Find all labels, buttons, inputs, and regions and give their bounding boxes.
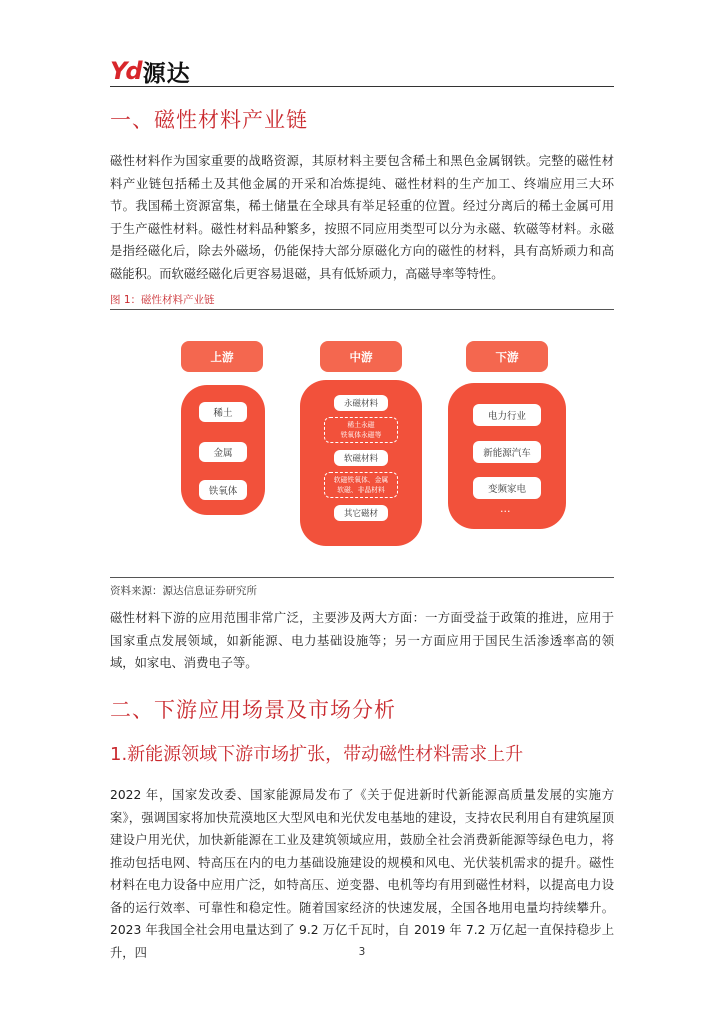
section-1-paragraph: 磁性材料作为国家重要的战略资源，其原材料主要包含稀土和黑色金属钢铁。完整的磁性材料产业链包括稀土及其他金属的开采和冶炼提纯、磁性材料的生产加工、终端应用三大环节。我国稀土资源富集，稀土储量在全球具有举足轻重的位置。经过分离后的稀土金属可用于生产磁性材料。磁性材料品种繁多，按照不同应用类型可以分为永磁、软磁等材料。永磁是指经磁化后，除去外磁场，仍能保持大部分原磁化方向的磁性的材料，具有高矫顽力和高磁能积。而软磁经磁化后更容易退磁，具有低矫顽力，高磁导率等特性。 — [110, 154, 614, 281]
section-2-title: 二、下游应用场景及市场分析 — [110, 698, 396, 722]
figure-source: 资料来源：源达信息证券研究所 — [110, 585, 257, 597]
company-logo — [110, 56, 191, 86]
downstream-summary-paragraph: 磁性材料下游的应用范围非常广泛，主要涉及两大方面：一方面受益于政策的推进，应用于国家重点发展领域，如新能源、电力基础设施等；另一方面应用于国民生活渗透率高的领域，如家电、消费电子等。 — [110, 611, 614, 670]
section-1-title: 一、磁性材料产业链 — [110, 108, 308, 132]
downstream-more: ... — [500, 502, 511, 515]
midstream-permanent-magnet: 永磁材料 — [334, 395, 388, 411]
logo-text: 源达 — [142, 60, 191, 87]
midstream-header: 中游 — [320, 341, 402, 372]
permanent-sub-line-1: 稀土永磁 — [347, 421, 375, 429]
soft-sub-line-1: 软磁铁氧体、金属 — [333, 476, 389, 484]
page-number: 3 — [358, 946, 366, 958]
downstream-item-appliance: 变频家电 — [473, 477, 541, 499]
midstream-soft-magnet: 软磁材料 — [334, 450, 388, 466]
downstream-item-nev: 新能源汽车 — [473, 441, 541, 463]
upstream-item-rare-earth: 稀土 — [199, 402, 247, 422]
soft-sub-line-2: 软磁、非晶材料 — [337, 486, 385, 494]
midstream-permanent-sub — [324, 417, 398, 443]
section-2-paragraph: 2022 年，国家发改委、国家能源局发布了《关于促进新时代新能源高质量发展的实施方案》，强调国家将加快荒漠地区大型风电和光伏发电基地的建设，支持农民利用自有建筑屋顶建设户用光伏，加快新能源在工业及建筑领域应用，鼓励全社会消费新能源等绿色电力，将推动包括电网、特高压在内的电力基础设施建设的规模和风电、光伏装机需求的提升。磁性材料在电力设备中应用广泛，如特高压、逆变器、电机等均有用到磁性材料，以提高电力设备的运行效率、可靠性和稳定性。随着国家经济的快速发展，全国各地用电量均持续攀升。2023 年我国全社会用电量达到了 9.2 万亿千瓦时，自 2019 年 7.2 万亿起一直保持稳步上升，四 — [110, 788, 614, 960]
section-2-subtitle: 1.新能源领域下游市场扩张，带动磁性材料需求上升 — [110, 744, 524, 765]
permanent-sub-line-2: 铁氧体永磁等 — [340, 431, 382, 439]
upstream-item-ferrite: 铁氧体 — [199, 480, 247, 500]
midstream-soft-sub — [324, 472, 398, 498]
figure-caption: 图 1：磁性材料产业链 — [110, 294, 215, 306]
logo-mark: Yd — [110, 57, 141, 85]
upstream-header: 上游 — [181, 341, 263, 372]
downstream-header: 下游 — [466, 341, 548, 372]
downstream-item-power: 电力行业 — [473, 404, 541, 426]
figure-bottom-rule — [110, 577, 614, 578]
midstream-other-magnet: 其它磁材 — [334, 505, 388, 521]
upstream-item-metal: 金属 — [199, 442, 247, 462]
header-divider — [110, 86, 614, 87]
figure-top-rule — [110, 309, 614, 310]
